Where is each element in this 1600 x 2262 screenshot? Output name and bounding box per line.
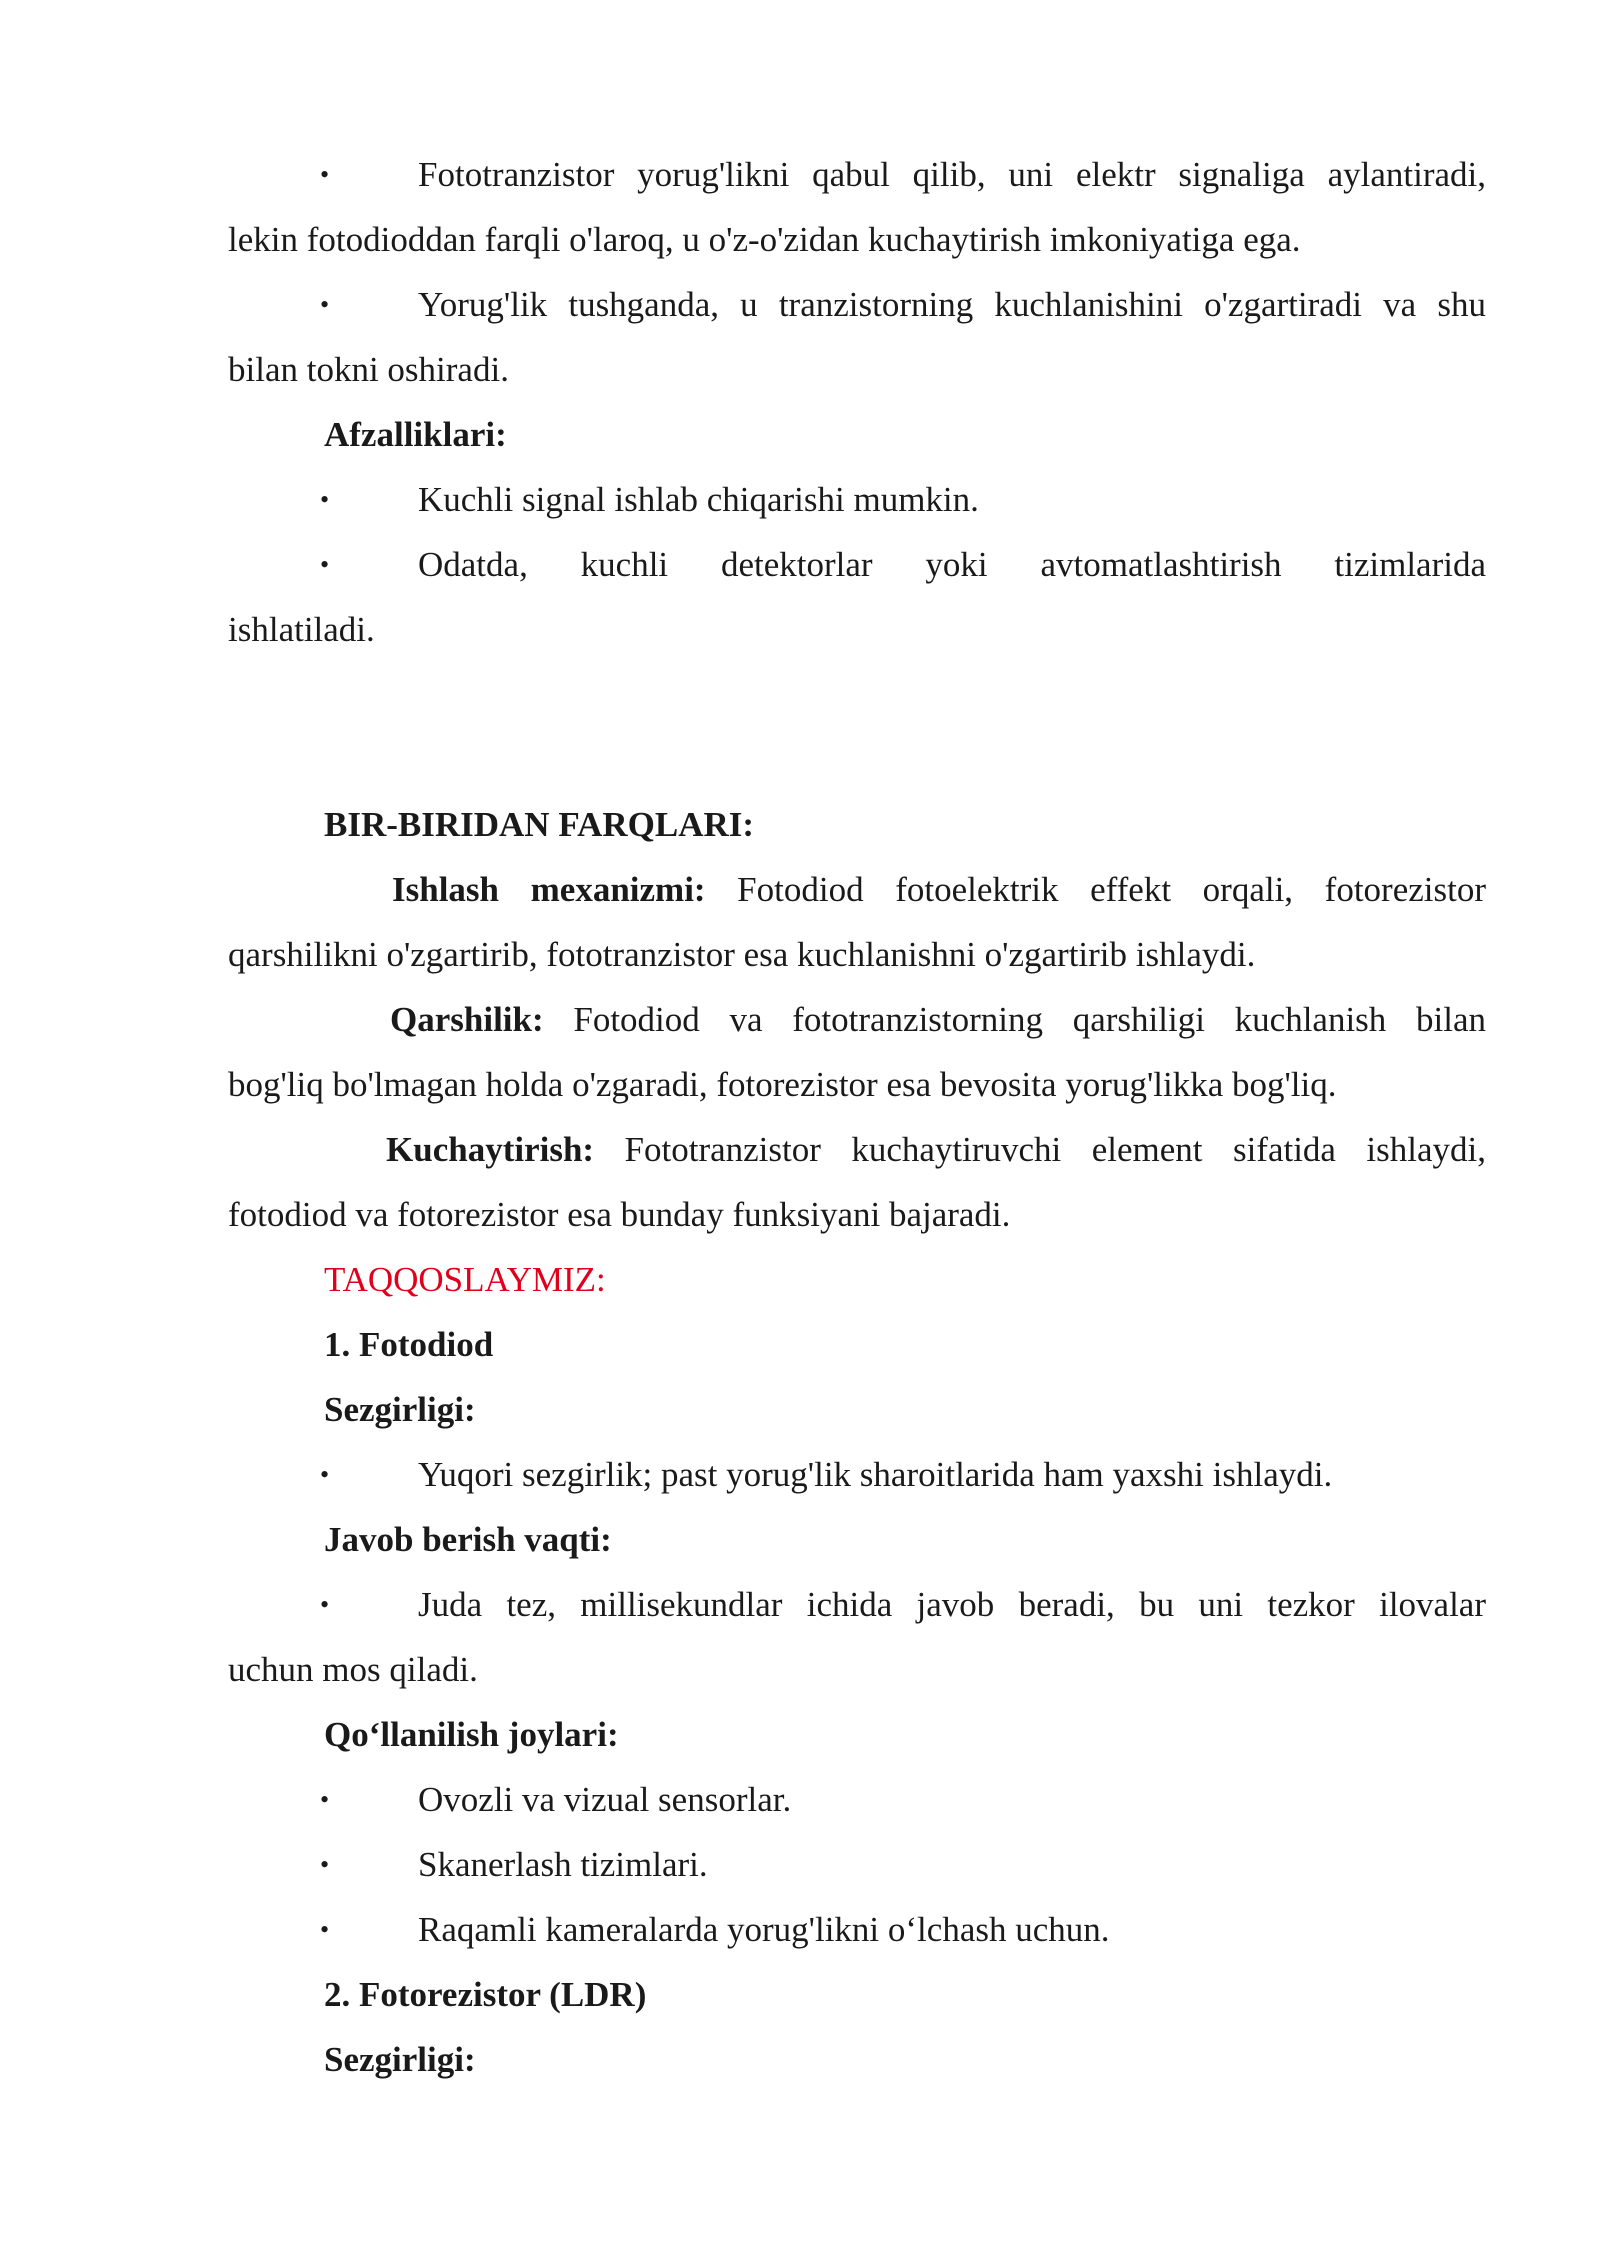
farqlari-paragraph-2-line-1 (390, 998, 1486, 1042)
list-item: Raqamli kameralarda yorug'likni o‘lchash uchun. (418, 1910, 1110, 1949)
farqlari-label-kuchaytirish: Kuchaytirish: (386, 1130, 595, 1169)
list-item: Skanerlash tizimlari. (418, 1845, 708, 1884)
farqlari-text-kuchaytirish: Fototranzistor kuchaytiruvchi element sifatida ishlaydi, (594, 1130, 1486, 1169)
farqlari-label-qarshilik: Qarshilik: (390, 1000, 544, 1039)
afzalliklari-item-2-line-2: ishlatiladi. (228, 610, 375, 649)
farqlari-paragraph-3-line-2: fotodiod va fotorezistor esa bunday funksiyani bajaradi. (228, 1195, 1011, 1234)
farqlari-paragraph-3-line-1 (386, 1128, 1486, 1172)
bullet-marker: • (320, 1915, 330, 1944)
javob-berish-label: Javob berish vaqti: (324, 1520, 612, 1559)
fototranzistor-item-1-line-2: lekin fotodioddan farqli o'laroq, u o'z-o'zidan kuchaytirish imkoniyatiga ega. (228, 220, 1301, 259)
fotorezistor-sezgirligi-label: Sezgirligi: (324, 2040, 476, 2079)
sezgirligi-item: Yuqori sezgirlik; past yorug'lik sharoitlarida ham yaxshi ishlaydi. (418, 1455, 1333, 1494)
afzalliklari-item-1: Kuchli signal ishlab chiqarishi mumkin. (418, 480, 979, 519)
farqlari-text-qarshilik: Fotodiod va fototranzistorning qarshiligi kuchlanish bilan (543, 1000, 1486, 1039)
farqlari-text-ishlash: Fotodiod fotoelektrik effekt orqali, fotorezistor (705, 870, 1486, 909)
farqlari-heading: BIR-BIRIDAN FARQLARI: (324, 805, 755, 844)
bullet-marker: • (320, 1785, 330, 1814)
bullet-marker: • (320, 160, 330, 189)
bullet-marker: • (320, 1460, 330, 1489)
bullet-marker: • (320, 550, 330, 579)
bullet-marker: • (320, 1590, 330, 1619)
bullet-marker: • (320, 290, 330, 319)
fotorezistor-title: 2. Fotorezistor (LDR) (324, 1975, 647, 2014)
farqlari-paragraph-1-line-1 (392, 868, 1486, 912)
afzalliklari-item-2-line-1: Odatda, kuchli detektorlar yoki avtomatlashtirish tizimlarida (418, 545, 1486, 584)
list-item: Ovozli va vizual sensorlar. (418, 1780, 792, 1819)
qollanilish-label: Qo‘llanilish joylari: (324, 1715, 619, 1754)
farqlari-paragraph-1-line-2: qarshilikni o'zgartirib, fototranzistor esa kuchlanishni o'zgartirib ishlaydi. (228, 935, 1256, 974)
fototranzistor-item-2-line-2: bilan tokni oshiradi. (228, 350, 509, 389)
sezgirligi-label: Sezgirligi: (324, 1390, 476, 1429)
fotodiod-title: 1. Fotodiod (324, 1325, 494, 1364)
afzalliklari-heading: Afzalliklari: (324, 415, 507, 454)
javob-item-line-1: Juda tez, millisekundlar ichida javob beradi, bu uni tezkor ilovalar (418, 1585, 1486, 1624)
fototranzistor-item-2-line-1: Yorug'lik tushganda, u tranzistorning kuchlanishini o'zgartiradi va shu (418, 285, 1486, 324)
bullet-marker: • (320, 1850, 330, 1879)
javob-item-line-2: uchun mos qiladi. (228, 1650, 478, 1689)
farqlari-label-ishlash: Ishlash mexanizmi: (392, 870, 706, 909)
bullet-marker: • (320, 485, 330, 514)
fototranzistor-item-1-line-1: Fototranzistor yorug'likni qabul qilib, uni elektr signaliga aylantiradi, (418, 155, 1486, 194)
taqqoslaymiz-heading: TAQQOSLAYMIZ: (324, 1260, 606, 1299)
farqlari-paragraph-2-line-2: bog'liq bo'lmagan holda o'zgaradi, fotorezistor esa bevosita yorug'likka bog'liq. (228, 1065, 1337, 1104)
